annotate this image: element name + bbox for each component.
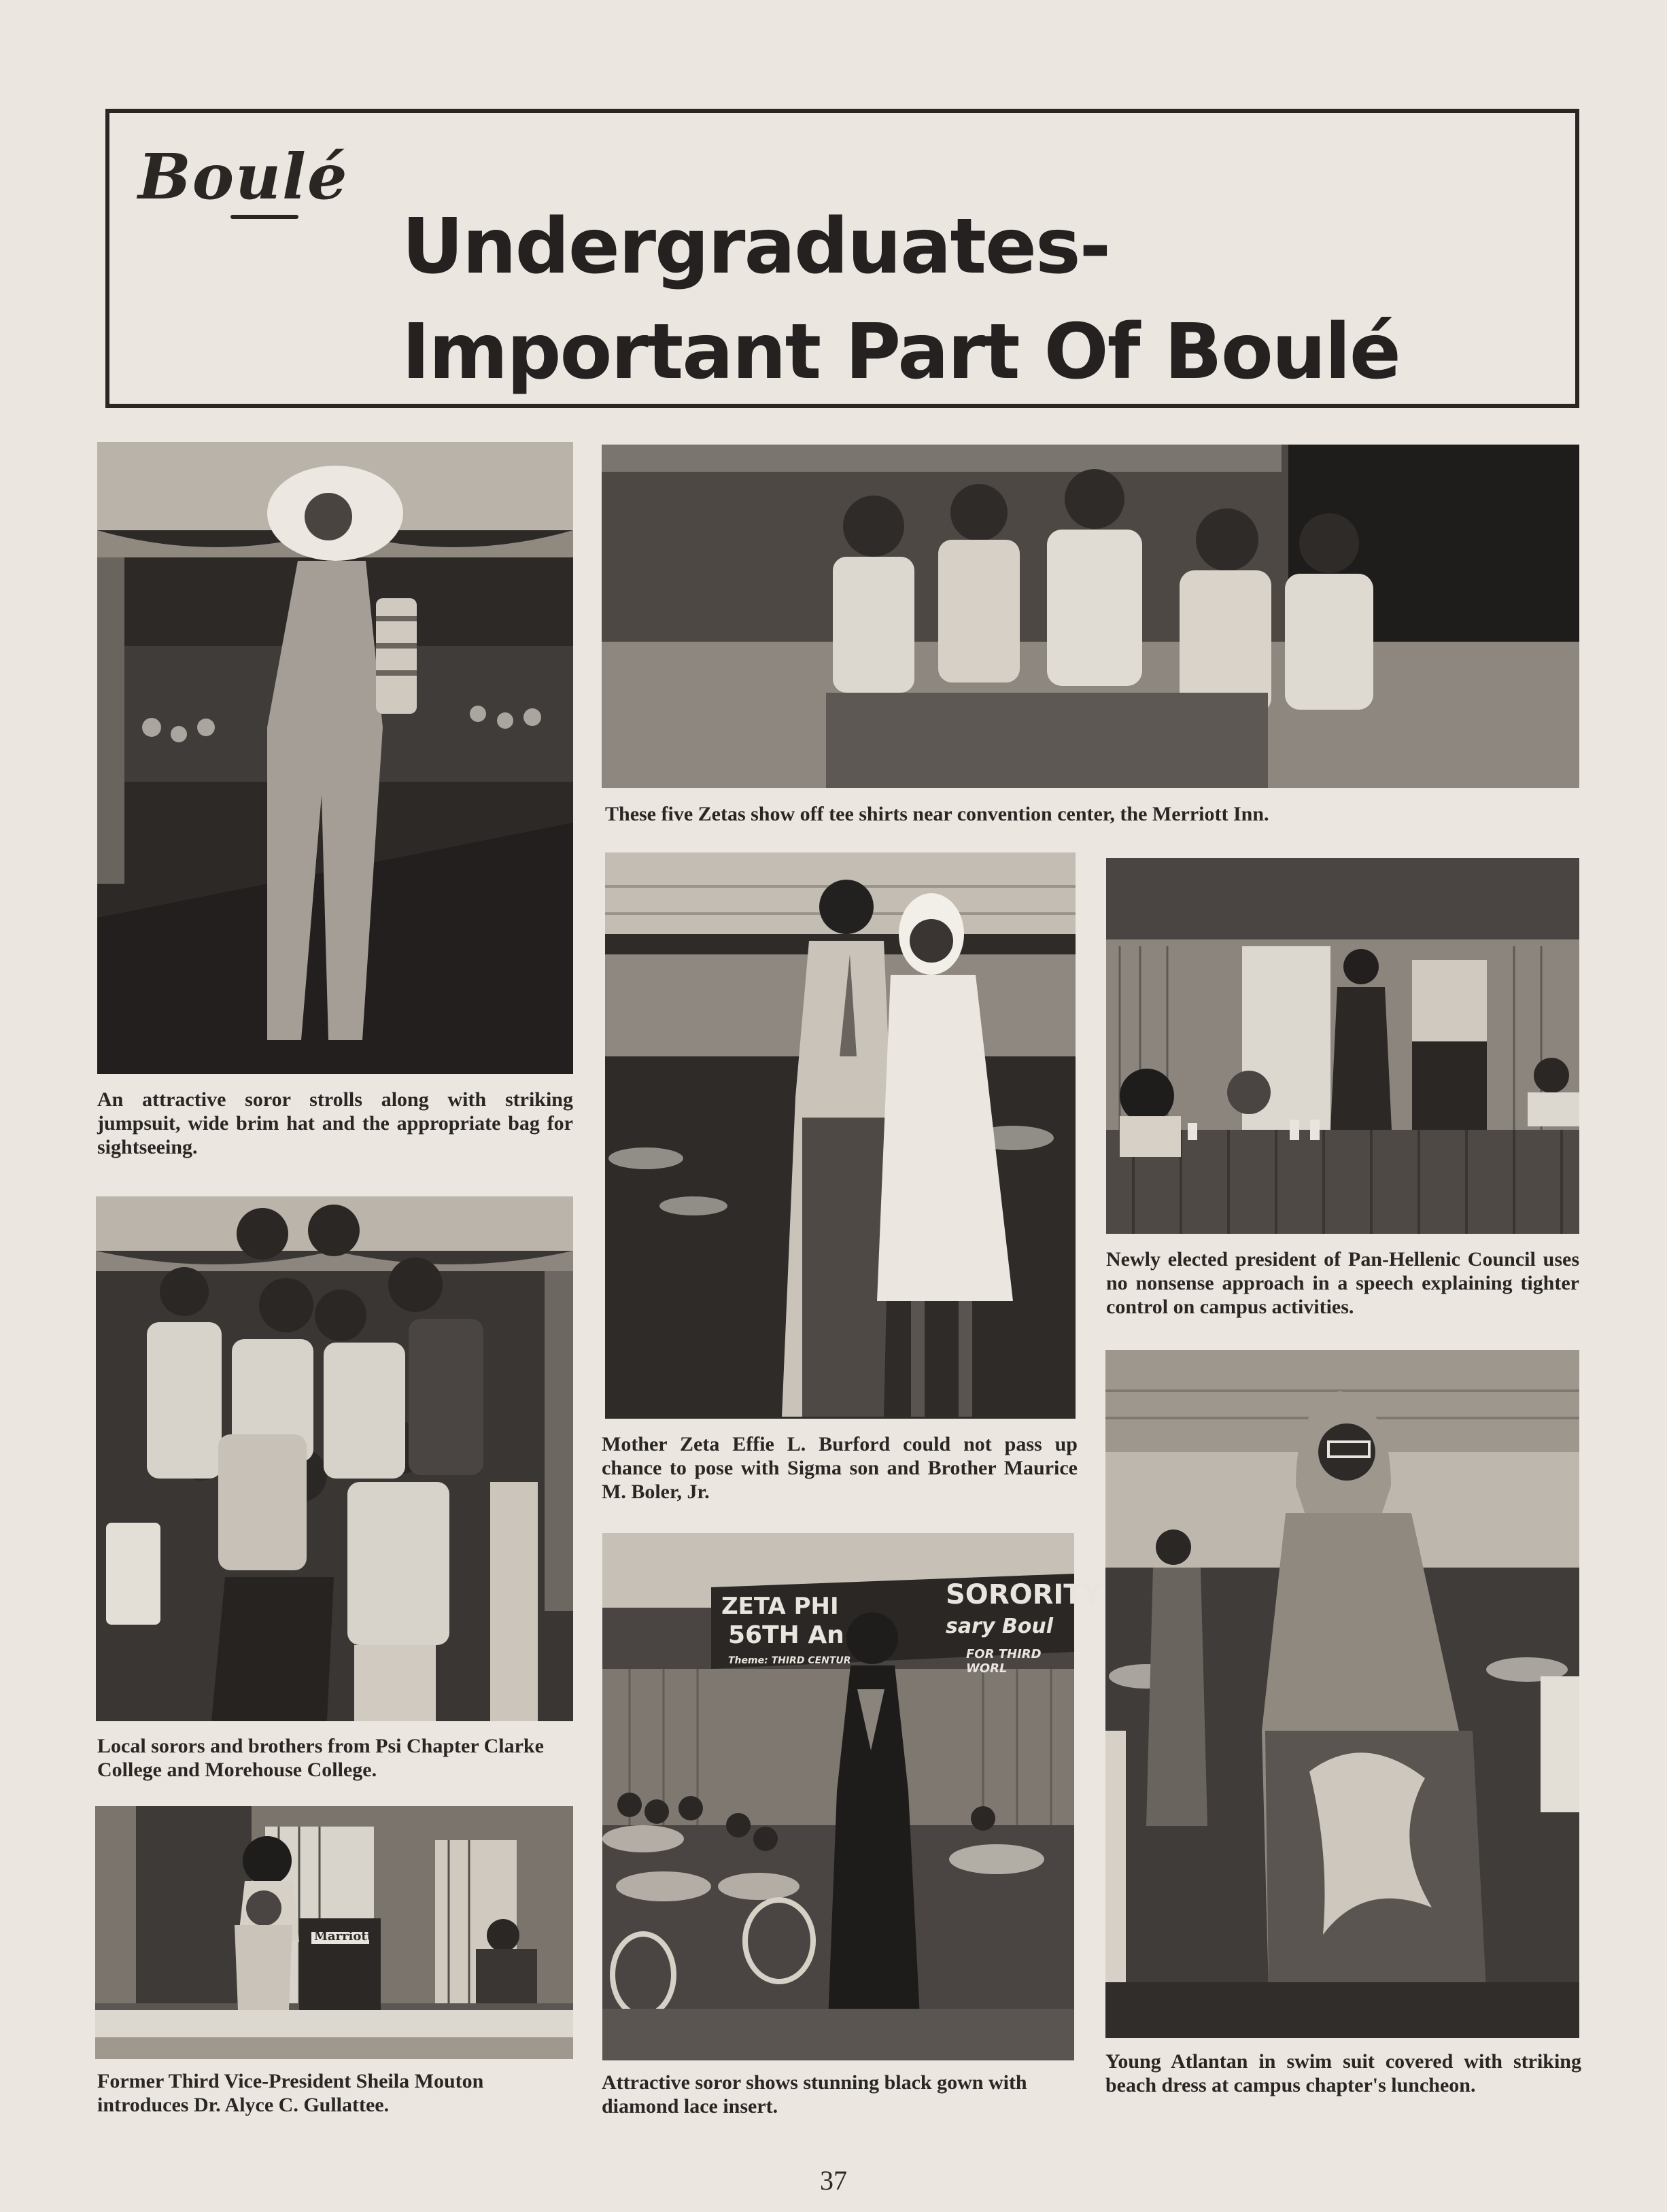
caption-psi-chapter: Local sorors and brothers from Psi Chapter Clarke College and Morehouse College. xyxy=(97,1735,544,1781)
caption-young-atlantan: Young Atlantan in swim suit covered with striking beach dress at campus chapter's luncheon. xyxy=(1105,2050,1581,2096)
script-flourish xyxy=(230,215,298,219)
boule-script-title: Boulé xyxy=(138,140,349,213)
banner-line-4: sary Boul xyxy=(946,1614,1054,1638)
caption-pan-hellenic: Newly elected president of Pan-Hellenic Council uses no nonsense approach in a speech explaining tighter control on campus activities. xyxy=(1106,1248,1579,1318)
caption-mother-zeta: Mother Zeta Effie L. Burford could not pass up chance to pose with Sigma son and Brother Maurice M. Boler, Jr. xyxy=(602,1433,1078,1503)
photo-psi-chapter xyxy=(96,1196,573,1721)
photo-mother-zeta xyxy=(605,852,1076,1419)
banner-line-2: SORORITY xyxy=(946,1579,1102,1610)
photo-five-zetas xyxy=(602,445,1579,788)
headline-line-2: Important Part Of Boulé xyxy=(402,308,1400,396)
banner-line-3: 56TH An xyxy=(728,1621,844,1649)
headline-line-1: Undergraduates- xyxy=(402,203,1110,291)
headline-box xyxy=(105,109,1579,408)
caption-sheila-mouton: Former Third Vice-President Sheila Mouton introduces Dr. Alyce C. Gullattee. xyxy=(97,2070,484,2116)
photo-black-gown xyxy=(602,1533,1102,2060)
page-number: 37 xyxy=(820,2165,847,2196)
caption-black-gown: Attractive soror shows stunning black gown with diamond lace insert. xyxy=(602,2071,1027,2118)
banner-line-5: FOR THIRD WORL xyxy=(966,1647,1042,1676)
photo-pan-hellenic xyxy=(1106,858,1579,1234)
photo-young-atlantan xyxy=(1105,1350,1579,2038)
caption-soror-strolls: An attractive soror strolls along with striking jumpsuit, wide brim hat and the appropriate bag for sightseeing. xyxy=(97,1088,573,1158)
page-headline xyxy=(402,194,1400,405)
photo-soror-jumpsuit xyxy=(97,442,573,1074)
caption-five-zetas: These five Zetas show off tee shirts near convention center, the Merriott Inn. xyxy=(605,803,1269,825)
banner-line-6: Theme: THIRD CENTUR xyxy=(728,1655,851,1666)
podium-sign: Marriott xyxy=(314,1929,373,1943)
photo-sheila-mouton xyxy=(95,1806,573,2059)
banner-line-1: ZETA PHI xyxy=(721,1593,839,1620)
